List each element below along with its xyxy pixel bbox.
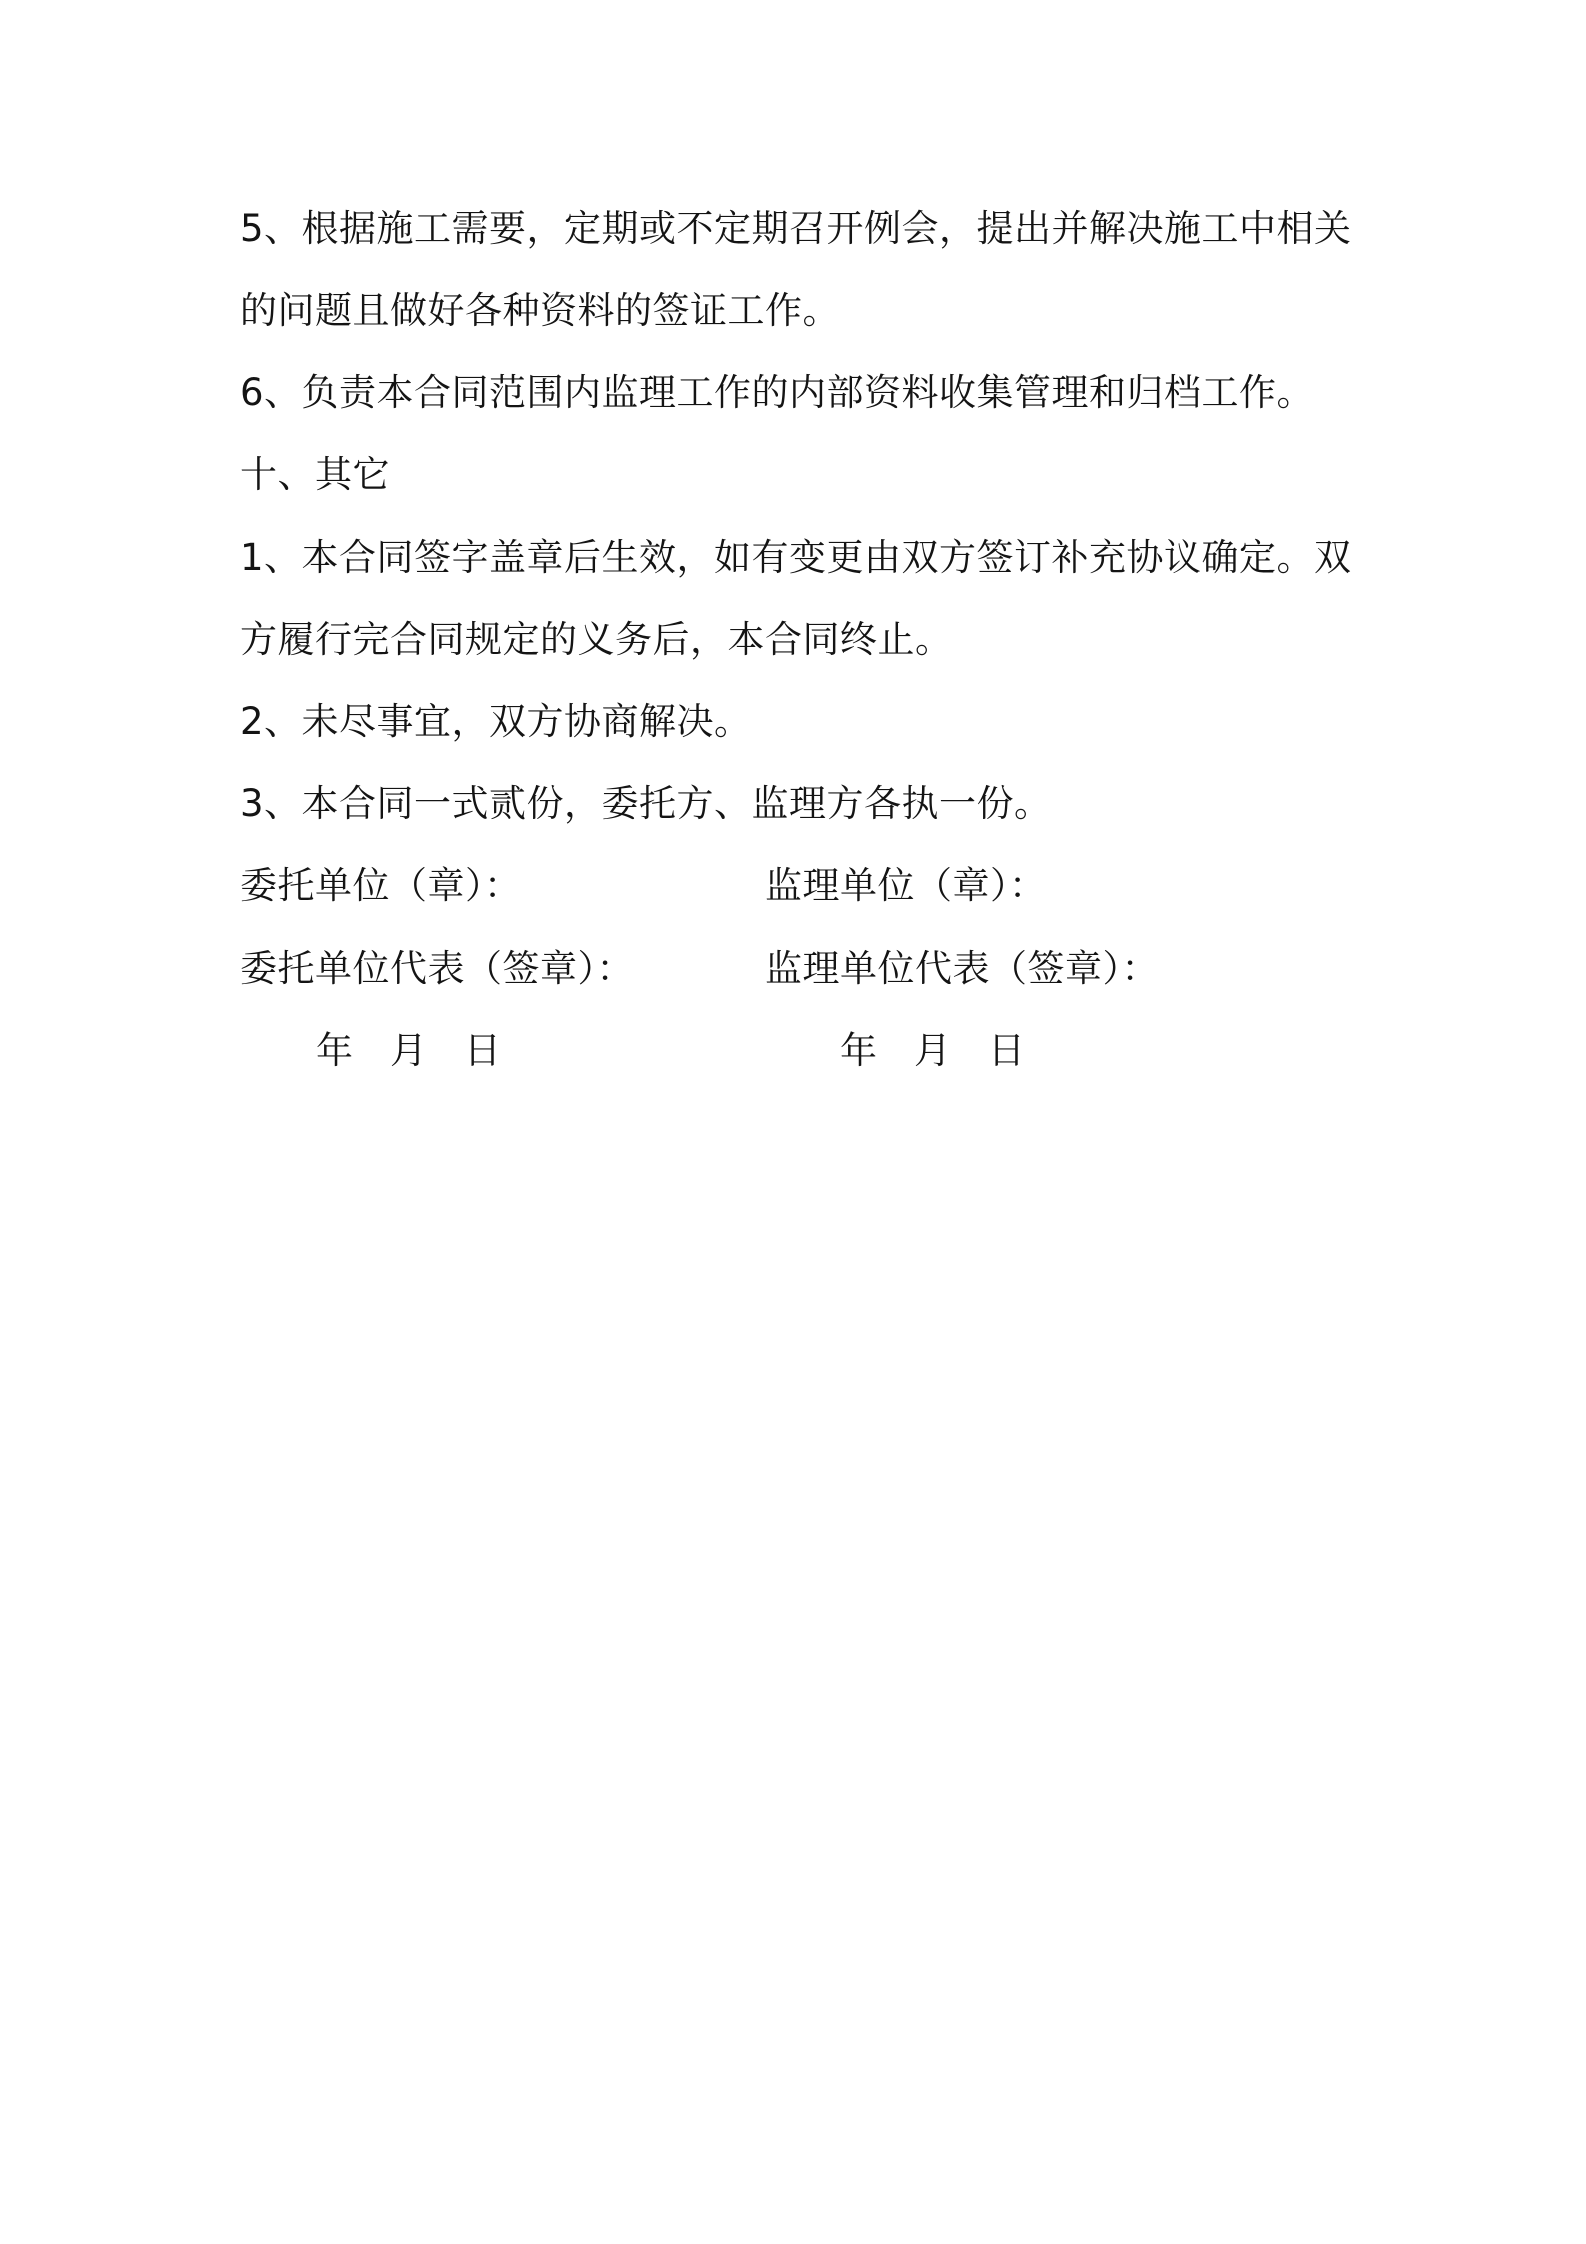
- clause-5-line-1: 5、根据施工需要，定期或不定期召开例会，提出并解决施工中相关: [240, 207, 1352, 250]
- client-date-day: 日: [464, 1029, 501, 1072]
- term-3: 3、本合同一式贰份，委托方、监理方各执一份。: [240, 782, 1052, 825]
- supervisor-date-month: 月: [914, 1029, 951, 1072]
- clause-6: 6、负责本合同范围内监理工作的内部资料收集管理和归档工作。: [240, 371, 1315, 414]
- client-date-month: 月: [390, 1029, 427, 1072]
- term-1-line-1: 1、本合同签字盖章后生效，如有变更由双方签订补充协议确定。双: [240, 536, 1352, 579]
- supervisor-date-year: 年: [840, 1029, 877, 1072]
- term-2: 2、未尽事宜，双方协商解决。: [240, 700, 752, 743]
- client-date-year: 年: [316, 1029, 353, 1072]
- supervisor-rep-signature-label: 监理单位代表（签章）：: [765, 947, 1159, 990]
- term-1-line-2: 方履行完合同规定的义务后，本合同终止。: [240, 618, 953, 661]
- client-unit-seal-label: 委托单位（章）：: [240, 864, 522, 907]
- supervisor-unit-seal-label: 监理单位（章）：: [765, 864, 1047, 907]
- clause-5-line-2: 的问题且做好各种资料的签证工作。: [240, 289, 840, 332]
- client-rep-signature-label: 委托单位代表（签章）：: [240, 947, 634, 990]
- supervisor-date: [840, 1027, 1062, 1075]
- section-title: 十、其它: [240, 453, 390, 496]
- supervisor-date-day: 日: [988, 1029, 1025, 1072]
- client-date: [316, 1027, 538, 1075]
